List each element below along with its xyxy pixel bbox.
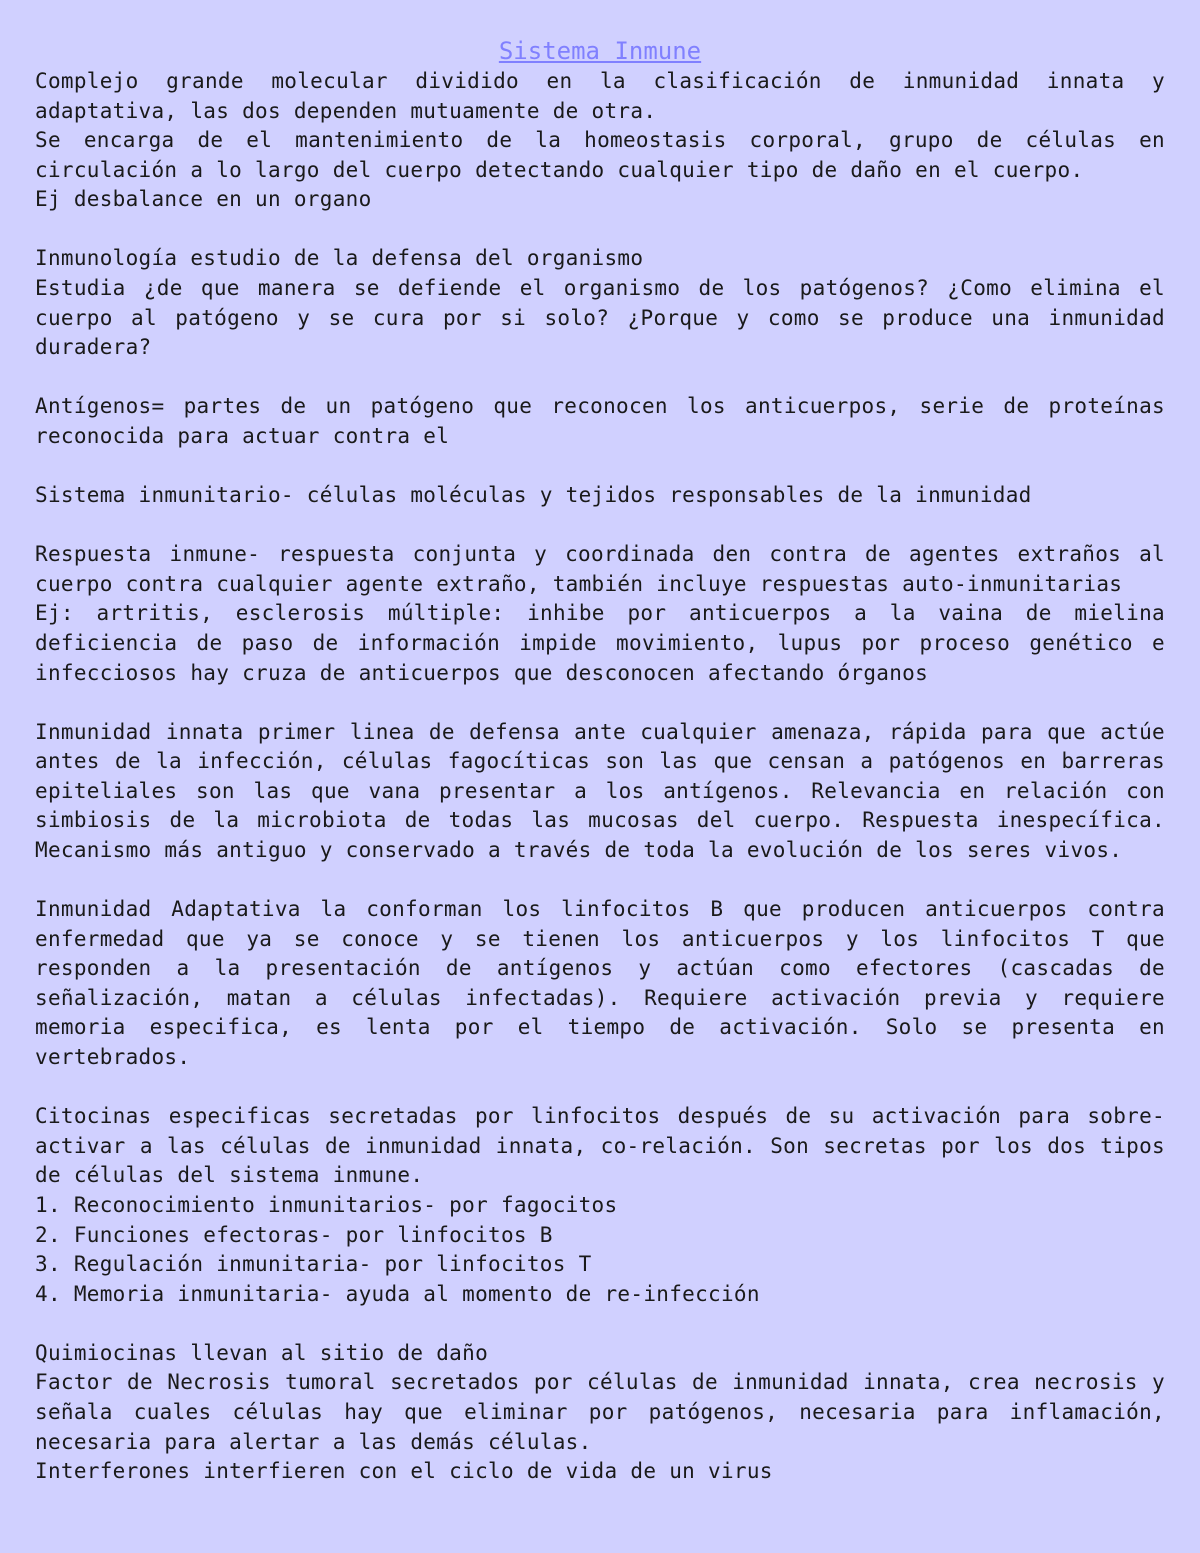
paragraph-sistema-inmunitario: Sistema inmunitario- células moléculas y tejidos responsables de la inmunidad [35,483,1032,508]
spacer [35,215,1165,245]
paragraph-inmunidad-innata: Inmunidad innata primer linea de defensa ante cualquier amenaza, rápida para que actúe antes de la infección, células fagocíticas son las que censan a patógenos en barreras epiteliales son las que vana presentar a los antígenos. Relevancia en relación con simbiosis de la microbiota de todas las mucosas del cuerpo. Respuesta inespecífica. Mecanismo más antiguo y conservado a través de toda la evolución de los seres vivos. [35,719,1165,862]
paragraph-inmunologia: Inmunología estudio de la defensa del organismo [35,246,644,271]
document-title[interactable]: Sistema Inmune [498,37,702,65]
functions-list [35,1191,1165,1309]
paragraph-respuesta-inmune: Respuesta inmune- respuesta conjunta y coordinada den contra de agentes extraños al cuerpo contra cualquier agente extraño, también incluye respuestas auto-inmunitarias [35,542,1165,596]
paragraph-citocinas: Citocinas especificas secretadas por linfocitos después de su activación para sobre-activar a las células de inmunidad innata, co-relación. Son secretas por los dos tipos de células del sistema inmune. [35,1104,1165,1188]
list-item: 3. Regulación inmunitaria- por linfocitos T [35,1252,592,1277]
paragraph-complejo: Complejo grande molecular dividido en la clasificación de inmunidad innata y adaptativa, las dos dependen mutuamente de otra. [35,69,1165,123]
list-item: 1. Reconocimiento inmunitarios- por fagocitos [35,1192,618,1217]
spacer [35,511,1165,541]
spacer [35,452,1165,482]
paragraph-interferones: Interferones interfieren con el ciclo de vida de un virus [35,1459,773,1484]
paragraph-estudia: Estudia ¿de que manera se defiende el organismo de los patógenos? ¿Como elimina el cuerpo al patógeno y se cura por si solo? ¿Porque y como se produce una inmunidad duradera? [35,276,1165,360]
spacer [35,1309,1165,1339]
list-item: 4. Memoria inmunitaria- ayuda al momento de re-infección [35,1281,760,1306]
paragraph-inmunidad-adaptativa: Inmunidad Adaptativa la conforman los linfocitos B que producen anticuerpos contra enfermedad que ya se conoce y se tienen los anticuerpos y los linfocitos T que responden a la presentación de antígenos y actúan como efectores (cascadas de señalización, matan a células infectadas). Requiere activación previa y requiere memoria especifica, es lenta por el tiempo de activación. Solo se presenta en vertebrados. [35,897,1165,1070]
spacer [35,866,1165,896]
paragraph-antigenos: Antígenos= partes de un patógeno que reconocen los anticuerpos, serie de proteínas reconocida para actuar contra el [35,394,1165,448]
list-item: 2. Funciones efectoras- por linfocitos B [35,1222,553,1247]
paragraph-ejemplo-desbalance: Ej desbalance en un organo [35,187,372,212]
spacer [35,688,1165,718]
spacer [35,1073,1165,1103]
spacer [35,363,1165,393]
paragraph-ejemplos-autoinmunes: Ej: artritis, esclerosis múltiple: inhibe por anticuerpos a la vaina de mielina deficiencia de paso de información impide movimiento, lupus por proceso genético e infecciosos hay cruza de anticuerpos que desconocen afectando órganos [35,601,1165,685]
paragraph-quimiocinas: Quimiocinas llevan al sitio de daño [35,1340,489,1365]
paragraph-factor-necrosis: Factor de Necrosis tumoral secretados por células de inmunidad innata, crea necrosis y señala cuales células hay que eliminar por patógenos, necesaria para inflamación, necesaria para alertar a las demás células. [35,1370,1165,1454]
paragraph-homeostasis: Se encarga de el mantenimiento de la homeostasis corporal, grupo de células en circulación a lo largo del cuerpo detectando cualquier tipo de daño en el cuerpo. [35,128,1165,182]
